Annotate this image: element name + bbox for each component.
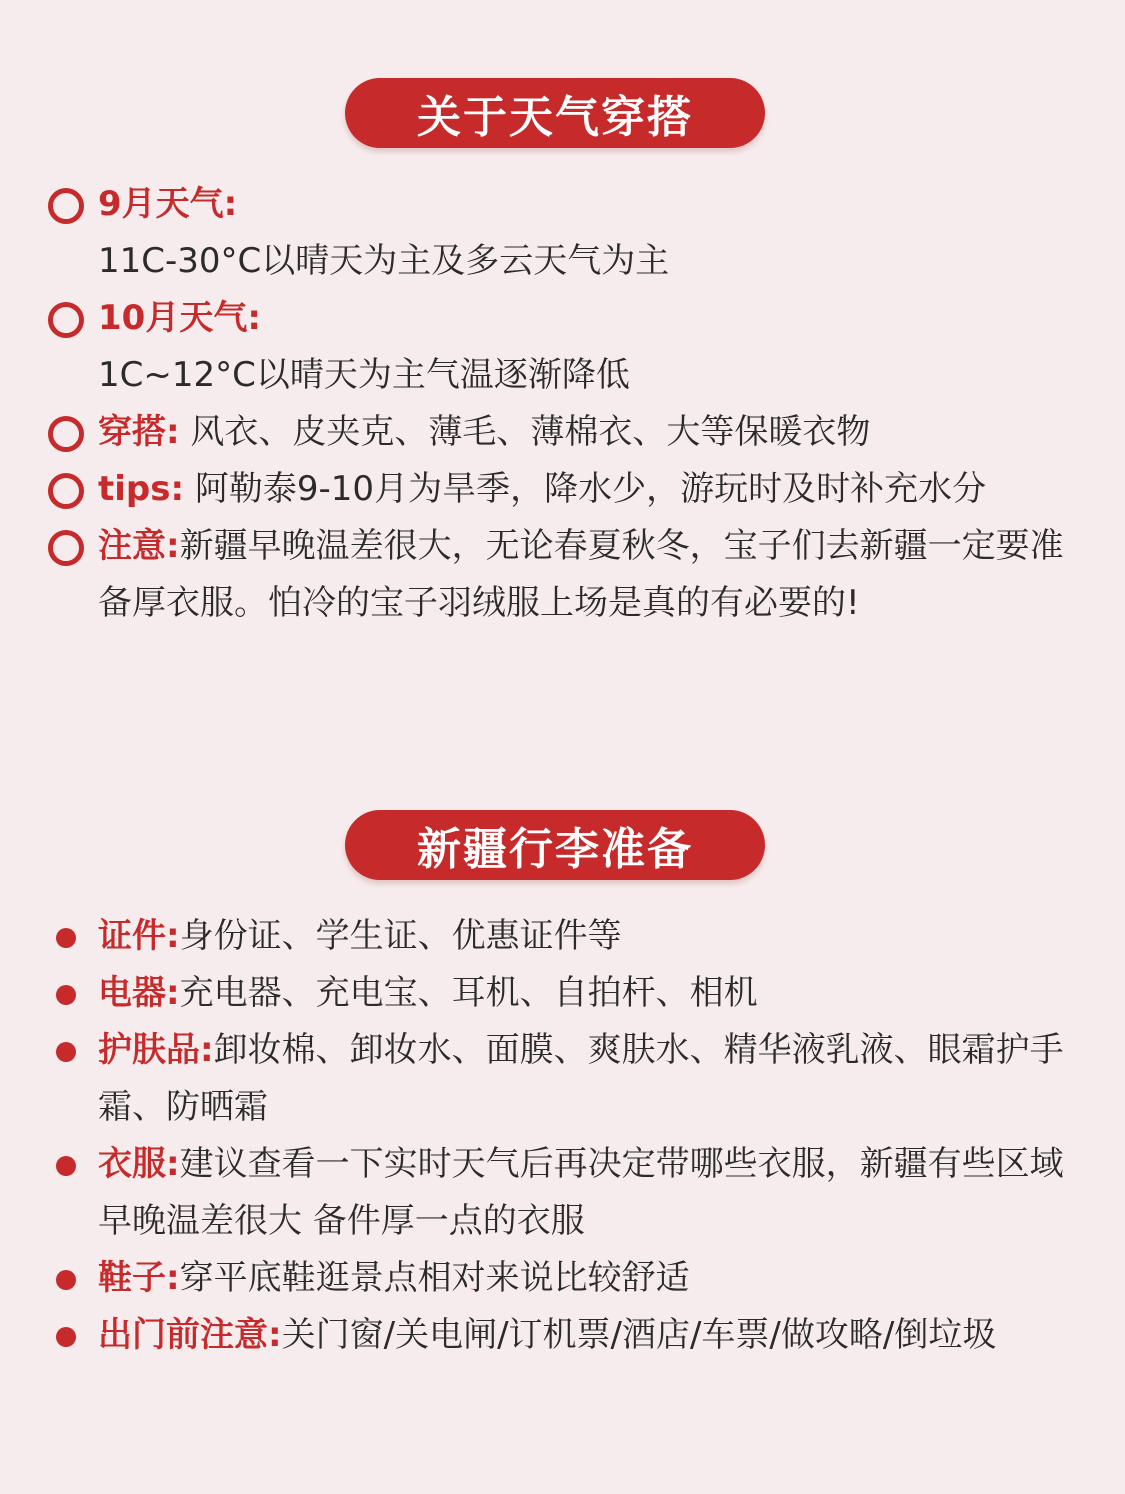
item-text: 身份证、学生证、优惠证件等 [179, 916, 622, 956]
dot-bullet-icon [56, 928, 76, 948]
dot-bullet-icon [56, 1327, 76, 1347]
item-text: 11C-30°C以晴天为主及多云天气为主 [98, 241, 670, 281]
item-label: 电器: [98, 973, 180, 1013]
list-item-notice [0, 518, 1125, 632]
item-label: tips: [98, 469, 185, 509]
item-text: 建议查看一下实时天气后再决定带哪些衣服，新疆有些区域早晚温差很大 备件厚一点的衣服 [98, 1144, 1064, 1241]
item-label: 鞋子: [98, 1258, 180, 1298]
ring-bullet-icon [48, 302, 84, 338]
item-label: 衣服: [98, 1144, 180, 1184]
dot-bullet-icon [56, 1270, 76, 1290]
list-item-clothes [0, 1136, 1125, 1250]
item-label: 穿搭: [98, 412, 180, 452]
item-text: 1C~12°C以晴天为主气温逐渐降低 [98, 355, 630, 395]
list-item-electronics [0, 965, 1125, 1022]
dot-bullet-icon [56, 985, 76, 1005]
item-label: 10月天气: [98, 298, 261, 338]
ring-bullet-icon [48, 188, 84, 224]
item-text: 关门窗/关电闸/订机票/酒店/车票/做攻略/倒垃圾 [281, 1315, 997, 1355]
list-item-shoes [0, 1250, 1125, 1307]
item-label: 9月天气: [98, 184, 238, 224]
item-label: 出门前注意: [98, 1315, 282, 1355]
item-text: 卸妆棉、卸妆水、面膜、爽肤水、精华液乳液、眼霜护手霜、防晒霜 [98, 1030, 1064, 1127]
weather-list [0, 176, 1125, 632]
list-item-tips [0, 461, 1125, 518]
ring-bullet-icon [48, 416, 84, 452]
item-text: 阿勒泰9-10月为旱季，降水少，游玩时及时补充水分 [184, 469, 987, 509]
ring-bullet-icon [48, 473, 84, 509]
luggage-section-title: 新疆行李准备 [345, 810, 765, 880]
item-label: 护肤品: [98, 1030, 214, 1070]
list-item-september-weather [0, 176, 1125, 290]
item-text: 风衣、皮夹克、薄毛、薄棉衣、大等保暖衣物 [179, 412, 871, 452]
weather-section-title: 关于天气穿搭 [345, 78, 765, 148]
luggage-list [0, 908, 1125, 1364]
item-label: 证件: [98, 916, 180, 956]
dot-bullet-icon [56, 1156, 76, 1176]
list-item-documents [0, 908, 1125, 965]
item-label: 注意: [98, 526, 180, 566]
list-item-before-departure [0, 1307, 1125, 1364]
list-item-outfit [0, 404, 1125, 461]
list-item-october-weather [0, 290, 1125, 404]
item-text: 穿平底鞋逛景点相对来说比较舒适 [179, 1258, 690, 1298]
ring-bullet-icon [48, 530, 84, 566]
item-text: 新疆早晚温差很大，无论春夏秋冬，宝子们去新疆一定要准备厚衣服。怕冷的宝子羽绒服上场是真的有必要的! [98, 526, 1064, 623]
list-item-skincare [0, 1022, 1125, 1136]
item-text: 充电器、充电宝、耳机、自拍杆、相机 [179, 973, 758, 1013]
dot-bullet-icon [56, 1042, 76, 1062]
